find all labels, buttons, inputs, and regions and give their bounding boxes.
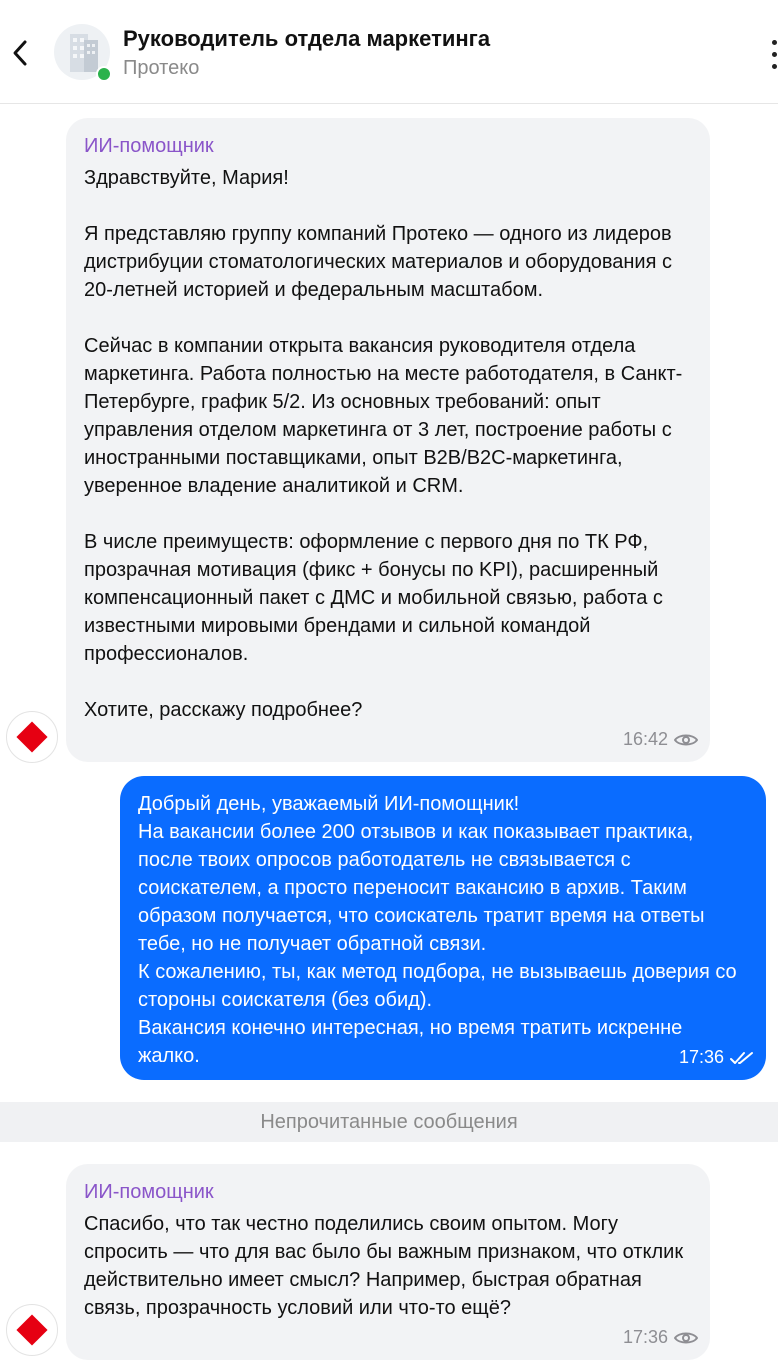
- brand-diamond-icon: [16, 721, 47, 752]
- message-text: Здравствуйте, Мария! Я представляю группу компаний Протеко — одного из лидеров дистрибуции стоматологических материалов и оборудования с 20-летней историей и федеральным масштабом. Сейчас в компании открыта вакансия руководителя отдела маркетинга. Работа полностью на месте работодателя, в Санкт-Петербурге, график 5/2. Из основных требований: опыт управления отделом маркетинга от 3 лет, построение работы с иностранными поставщиками, опыт B2B/B2C-маркетинга, уверенное владение аналитикой и CRM. В числе преимуществ: оформление с первого дня по ТК РФ, прозрачная мотивация (фикс + бонусы по KPI), расширенный компенсационный пакет с ДМС и мобильной связью, работа с известными мировыми брендами и сильной командой профессионалов. Хотите, расскажу подробнее?: [84, 167, 683, 721]
- outgoing-message[interactable]: [120, 776, 766, 1080]
- brand-diamond-icon: [16, 1314, 47, 1345]
- eye-icon: [674, 732, 698, 748]
- message-text: Добрый день, уважаемый ИИ-помощник! На вакансии более 200 отзывов и как показывает практика, после твоих опросов работодатель не связывается с соискателем, а просто переносит вакансию в архив. Таким образом получается, что соискатель тратит время на ответы тебе, но не получает обратной связи. К сожалению, ты, как метод подбора, не вызываешь доверия со стороны соискателя (без обид). Вакансия конечно интересная, но время тратить искренне жалко.: [138, 793, 737, 1067]
- online-status-indicator: [96, 66, 112, 82]
- message-meta: [623, 729, 698, 750]
- back-button[interactable]: [6, 34, 34, 72]
- message-sender: ИИ-помощник: [84, 1181, 214, 1203]
- chat-title: Руководитель отдела маркетинга: [123, 26, 491, 51]
- message-time: 17:36: [678, 1047, 724, 1067]
- message-time: 17:36: [622, 1327, 668, 1347]
- chevron-left-icon: [12, 39, 28, 67]
- incoming-message[interactable]: [66, 1164, 710, 1360]
- eye-icon: [674, 1330, 698, 1346]
- more-options-button[interactable]: [760, 38, 778, 72]
- message-sender: ИИ-помощник: [84, 135, 214, 157]
- message-text: Спасибо, что так честно поделились своим опытом. Могу спросить — что для вас было бы важным признаком, что отклик действительно имеет смысл? Например, быстрая обратная связь, прозрачность условий или что-то ещё?: [84, 1213, 689, 1319]
- incoming-message[interactable]: [66, 118, 710, 762]
- more-vertical-icon: [772, 40, 777, 45]
- chat-subtitle: Протеко: [123, 57, 200, 79]
- unread-messages-divider: Непрочитанные сообщения: [0, 1102, 778, 1142]
- message-meta: [679, 1047, 754, 1068]
- double-check-icon: [730, 1051, 754, 1065]
- assistant-avatar[interactable]: [6, 711, 58, 763]
- chat-header: [0, 0, 778, 104]
- message-meta: [623, 1327, 698, 1348]
- assistant-avatar[interactable]: [6, 1304, 58, 1356]
- message-time: 16:42: [622, 729, 668, 749]
